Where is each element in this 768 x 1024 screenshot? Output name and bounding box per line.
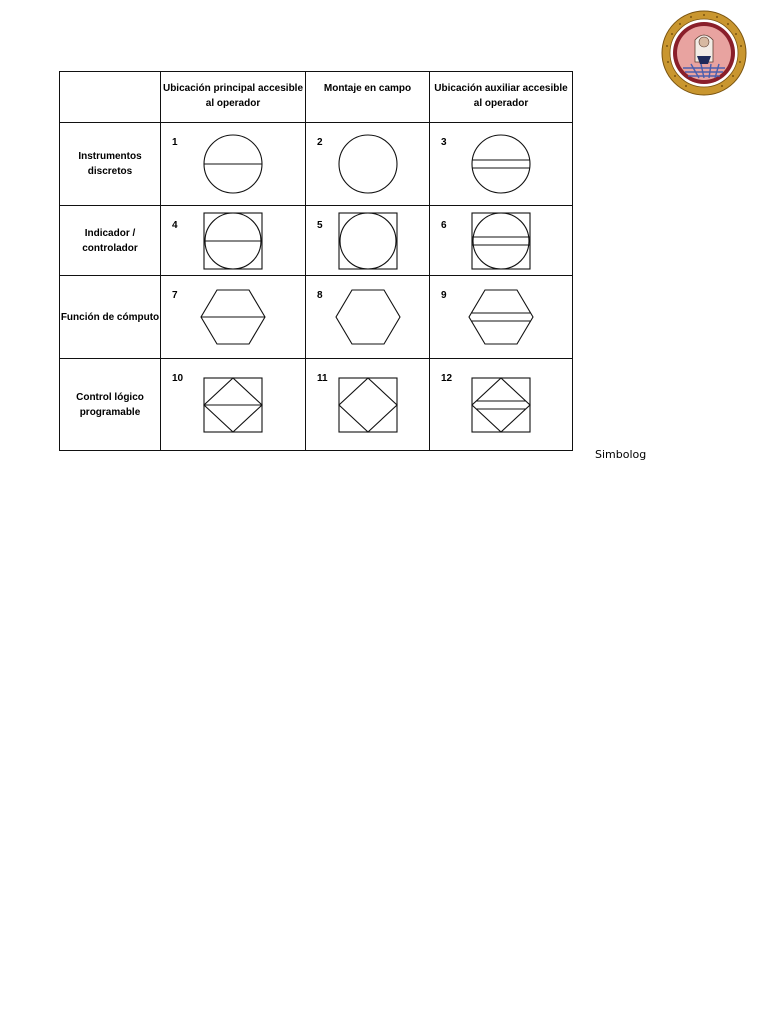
symbol-number: 5 <box>317 220 323 231</box>
symbol-cell <box>306 206 430 276</box>
symbol-cell <box>161 276 306 359</box>
symbol-number: 1 <box>172 137 178 148</box>
shared-display-auxiliary-icon <box>471 212 531 270</box>
symbol-cell <box>306 359 430 451</box>
symbol-cell <box>430 206 573 276</box>
table-row <box>60 276 573 359</box>
symbol-cell <box>430 276 573 359</box>
symbol-number: 8 <box>317 290 323 301</box>
row-header: Indicador / controlador <box>60 206 161 276</box>
table-row <box>60 206 573 276</box>
symbol-number: 10 <box>172 373 184 384</box>
symbol-cell <box>161 359 306 451</box>
col-header-principal: Ubicación principal accesible al operador <box>161 72 306 123</box>
symbol-table <box>59 71 573 451</box>
corner-cell <box>60 72 161 123</box>
symbol-number: 9 <box>441 290 447 301</box>
table-header-row <box>60 72 573 123</box>
symbol-number: 4 <box>172 220 178 231</box>
symbol-number: 6 <box>441 220 447 231</box>
symbol-number: 11 <box>317 373 328 384</box>
table-row <box>60 123 573 206</box>
computer-function-auxiliary-icon <box>468 289 534 345</box>
discrete-instrument-principal-icon <box>201 132 265 196</box>
symbol-cell <box>161 123 306 206</box>
plc-field-icon <box>338 377 398 433</box>
symbol-number: 7 <box>172 290 178 301</box>
university-seal-icon <box>661 10 747 96</box>
symbol-cell <box>430 123 573 206</box>
caption-text: Simbolog <box>595 448 647 461</box>
shared-display-field-icon <box>338 212 398 270</box>
discrete-instrument-field-icon <box>336 132 400 196</box>
symbol-cell <box>430 359 573 451</box>
symbol-cell <box>306 123 430 206</box>
symbol-cell <box>306 276 430 359</box>
shared-display-principal-icon <box>203 212 263 270</box>
table-row <box>60 359 573 451</box>
symbol-number: 2 <box>317 137 323 148</box>
plc-auxiliary-icon <box>471 377 531 433</box>
discrete-instrument-auxiliary-icon <box>469 132 533 196</box>
col-header-auxiliar: Ubicación auxiliar accesible al operador <box>430 72 573 123</box>
computer-function-principal-icon <box>200 289 266 345</box>
col-header-campo: Montaje en campo <box>306 72 430 123</box>
plc-principal-icon <box>203 377 263 433</box>
symbol-number: 3 <box>441 137 447 148</box>
symbol-cell <box>161 206 306 276</box>
symbol-number: 12 <box>441 373 453 384</box>
computer-function-field-icon <box>335 289 401 345</box>
row-header: Instrumentos discretos <box>60 123 161 206</box>
row-header: Función de cómputo <box>60 276 161 359</box>
row-header: Control lógico programable <box>60 359 161 451</box>
